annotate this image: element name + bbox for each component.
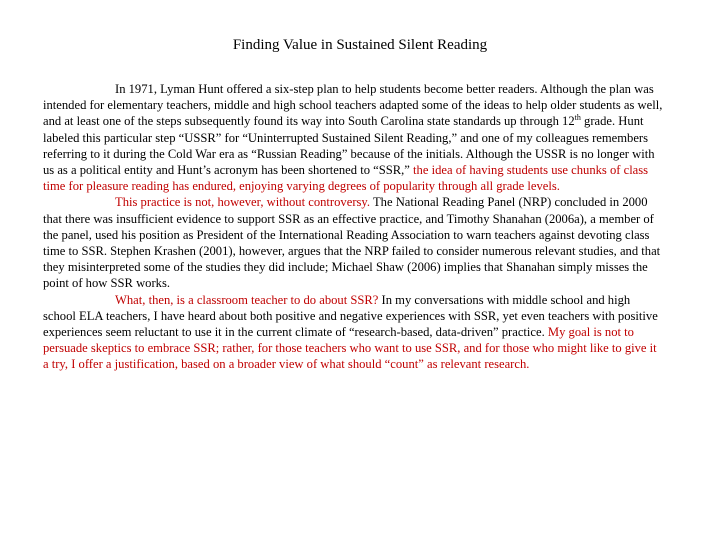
paragraph-2 xyxy=(43,194,665,291)
paragraph-1 xyxy=(43,81,665,194)
paragraph-1-highlight: the idea of having students use chunks of class time for pleasure reading has endured, enjoying varying degrees of popularity through all grade levels. xyxy=(43,163,649,194)
paragraph-2-highlight: This practice is not, however, without controversy. xyxy=(115,195,371,210)
paragraph-3-text: In my conversations with middle school and high school ELA teachers, I have heard about both positive and negative experiences with SSR, yet even teachers with positive experiences seem reluctant to use it in the current climate of “research-based, data-driven” practice. xyxy=(43,292,658,340)
paragraph-3-highlight: My goal is not to persuade skeptics to embrace SSR; rather, for those teachers who want to use SSR, and for those who might like to give it a try, I offer a justification, based on a broader view of what should “count” as relevant research. xyxy=(43,325,657,372)
ordinal-superscript: th xyxy=(574,113,581,123)
paragraph-1-text-a: In 1971, Lyman Hunt offered a six-step plan to help students become better readers. Although the plan was intended for elementary teachers, middle and high school teachers adapted some of the ideas to help older students as well, and at least one of the steps subsequently found its way into South Carolina state standards up through 12 xyxy=(43,82,663,129)
paragraph-2-text: The National Reading Panel (NRP) concluded in 2000 that there was insufficient evidence to support SSR as an effective practice, and Timothy Shanahan (2006a), a member of the panel, used his position as President of the International Reading Association to warn teachers against devoting class time to SSR. Stephen Krashen (2001), however, argues that the NRP failed to consider numerous relevant studies, and that they misinterpreted some of the studies they did include; Michael Shaw (2006) implies that Shanahan simply misses the point of how SSR works. xyxy=(43,195,661,291)
document-title: Finding Value in Sustained Silent Reading xyxy=(232,37,488,53)
document-body xyxy=(43,81,665,373)
paragraph-3 xyxy=(43,292,665,373)
paragraph-1-text-b: grade. Hunt labeled this particular step “USSR” for “Uninterrupted Sustained Silent Reading,” and one of my colleagues remembers referring to it during the Cold War era as “Russian Reading” because of the initials. Although the USSR is no longer with us as a political entity and Hunt’s acronym has been shortened to “SSR,” xyxy=(43,114,655,178)
paragraph-3-question: What, then, is a classroom teacher to do about SSR? xyxy=(115,292,379,307)
